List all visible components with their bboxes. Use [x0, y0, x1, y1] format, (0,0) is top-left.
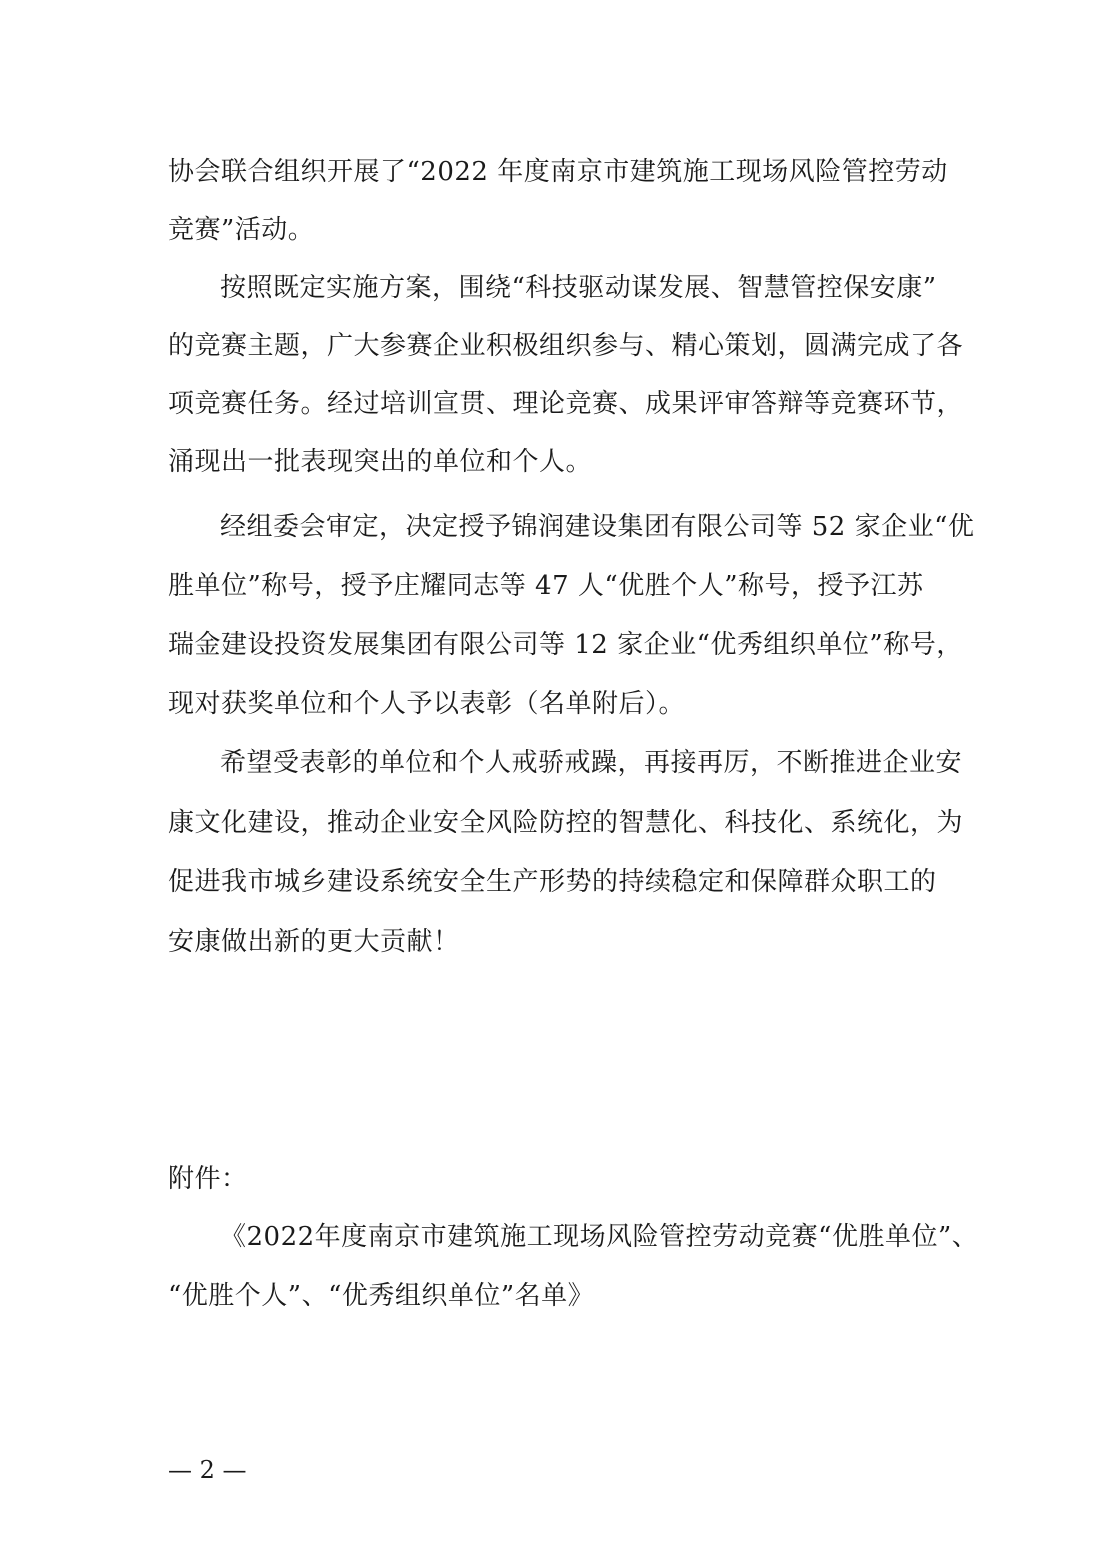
- body-line-4: 的竞赛主题，广大参赛企业积极组织参与、精心策划，圆满完成了各: [168, 331, 964, 361]
- body-line-10: 现对获奖单位和个人予以表彰（名单附后）。: [168, 689, 686, 719]
- body-line-9: 瑞金建设投资发展集团有限公司等 12 家企业“优秀组织单位”称号，: [168, 630, 963, 660]
- body-line-14: 安康做出新的更大贡献！: [168, 927, 460, 957]
- attachment-label: 附件：: [168, 1164, 248, 1194]
- page-number: — 2 —: [168, 1456, 247, 1484]
- body-line-6: 涌现出一批表现突出的单位和个人。: [168, 447, 593, 477]
- body-line-8: 胜单位”称号，授予庄耀同志等 47 人“优胜个人”称号，授予江苏: [168, 571, 924, 601]
- attachment-title-line-2: “优胜个人”、“优秀组织单位”名单》: [168, 1281, 595, 1311]
- attachment-title-line-1: 《2022年度南京市建筑施工现场风险管控劳动竞赛“优胜单位”、: [220, 1222, 979, 1252]
- body-line-3: 按照既定实施方案，围绕“科技驱动谋发展、智慧管控保安康”: [220, 273, 937, 303]
- body-line-5: 项竞赛任务。经过培训宣贯、理论竞赛、成果评审答辩等竞赛环节，: [168, 389, 964, 419]
- body-line-11: 希望受表彰的单位和个人戒骄戒躁，再接再厉，不断推进企业安: [220, 748, 963, 778]
- body-line-12: 康文化建设，推动企业安全风险防控的智慧化、科技化、系统化，为: [168, 808, 964, 838]
- body-line-7: 经组委会审定，决定授予锦润建设集团有限公司等 52 家企业“优: [220, 512, 975, 542]
- body-line-13: 促进我市城乡建设系统安全生产形势的持续稳定和保障群众职工的: [168, 867, 937, 897]
- body-line-1: 协会联合组织开展了“2022 年度南京市建筑施工现场风险管控劳动: [168, 157, 948, 187]
- body-line-2: 竞赛”活动。: [168, 215, 315, 245]
